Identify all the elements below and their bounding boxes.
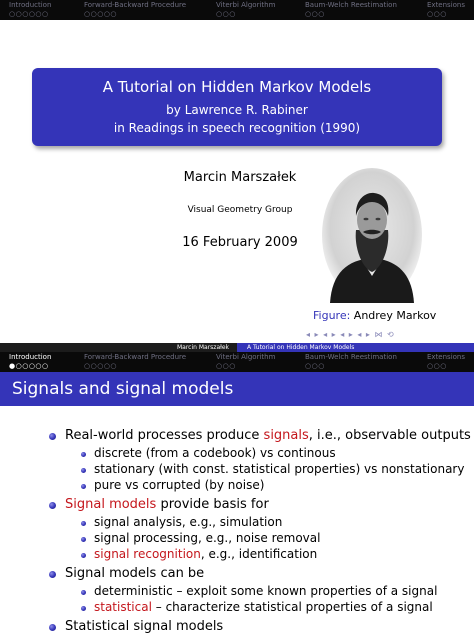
sub-bullet-marker xyxy=(81,484,86,489)
sub-bullet-marker xyxy=(81,468,86,473)
bullet-marker xyxy=(49,624,56,631)
nav-dots-viterbi[interactable]: ○○○ xyxy=(216,10,236,18)
nav-dots-introduction[interactable]: ●○○○○○ xyxy=(9,362,49,370)
bullet-item: Signal models provide basis for xyxy=(65,497,269,512)
institute-name: Visual Geometry Group xyxy=(187,205,293,215)
figure-text: Andrey Markov xyxy=(353,309,437,322)
nav-dots-baum-welch[interactable]: ○○○ xyxy=(305,10,325,18)
nav-link-forward-backward[interactable]: Forward-Backward Procedure xyxy=(84,353,187,361)
nav-link-viterbi[interactable]: Viterbi Algorithm xyxy=(216,1,276,9)
sub-bullet-item: statistical – characterize statistical properties of a signal xyxy=(94,600,433,614)
sub-bullet-marker xyxy=(81,553,86,558)
sub-bullet-item: signal processing, e.g., noise removal xyxy=(94,531,321,545)
sub-bullet-item: signal analysis, e.g., simulation xyxy=(94,515,283,529)
nav-bar-top xyxy=(0,0,474,20)
footer-title: A Tutorial on Hidden Markov Models xyxy=(237,343,474,352)
author-name: Marcin Marszałek xyxy=(183,170,297,185)
presentation-byline: by Lawrence R. Rabiner xyxy=(166,103,308,117)
nav-link-forward-backward[interactable]: Forward-Backward Procedure xyxy=(84,1,187,9)
nav-link-baum-welch[interactable]: Baum-Welch Reestimation xyxy=(305,353,397,361)
sub-bullet-item: deterministic – exploit some known properties of a signal xyxy=(94,584,438,598)
bullet-marker xyxy=(49,571,56,578)
nav-dots-introduction[interactable]: ○○○○○○ xyxy=(9,10,49,18)
nav-bar-slide2 xyxy=(0,352,474,372)
bullet-marker xyxy=(49,502,56,509)
title-block xyxy=(32,68,442,146)
sub-bullet-marker xyxy=(81,590,86,595)
bullet-item: Statistical signal models xyxy=(65,619,224,634)
bullet-item: Real-world processes produce signals, i.e., observable outputs xyxy=(65,428,471,443)
presentation-publication: in Readings in speech recognition (1990) xyxy=(113,121,361,135)
figure-label: Figure: xyxy=(313,309,351,322)
nav-link-baum-welch[interactable]: Baum-Welch Reestimation xyxy=(305,1,397,9)
presentation-date: 16 February 2009 xyxy=(182,235,298,250)
frame-title-bar xyxy=(0,372,474,406)
frame-title: Signals and signal models xyxy=(12,379,234,399)
nav-dots-forward-backward[interactable]: ○○○○○ xyxy=(84,10,118,18)
nav-dots-forward-backward[interactable]: ○○○○○ xyxy=(84,362,118,370)
sub-bullet-item: signal recognition, e.g., identification xyxy=(94,547,318,561)
sub-bullet-marker xyxy=(81,452,86,457)
figure-caption xyxy=(313,309,436,322)
sub-bullet-item: pure vs corrupted (by noise) xyxy=(94,478,265,492)
nav-link-introduction[interactable]: Introduction xyxy=(9,353,52,361)
portrait-image xyxy=(322,168,422,303)
slide-footer xyxy=(0,343,474,352)
bullet-marker xyxy=(49,433,56,440)
nav-dots-baum-welch[interactable]: ○○○ xyxy=(305,362,325,370)
sub-bullet-item: discrete (from a codebook) vs continous xyxy=(94,446,336,460)
nav-link-extensions[interactable]: Extensions xyxy=(427,1,466,9)
nav-link-viterbi[interactable]: Viterbi Algorithm xyxy=(216,353,276,361)
nav-link-introduction[interactable]: Introduction xyxy=(9,1,52,9)
beamer-navigation-controls[interactable]: ◂ ▸ ◂ ▸ ◂ ▸ ◂ ▸ ⋈ ⟲ xyxy=(306,330,395,339)
presentation-title: A Tutorial on Hidden Markov Models xyxy=(102,78,372,96)
nav-dots-extensions[interactable]: ○○○ xyxy=(427,10,447,18)
sub-bullet-item: stationary (with const. statistical properties) vs nonstationary xyxy=(94,462,465,476)
bullet-item: Signal models can be xyxy=(65,566,205,581)
footer-author: Marcin Marszałek xyxy=(0,343,237,352)
sub-bullet-marker xyxy=(81,521,86,526)
nav-dots-extensions[interactable]: ○○○ xyxy=(427,362,447,370)
nav-dots-viterbi[interactable]: ○○○ xyxy=(216,362,236,370)
nav-link-extensions[interactable]: Extensions xyxy=(427,353,466,361)
sub-bullet-marker xyxy=(81,606,86,611)
sub-bullet-marker xyxy=(81,537,86,542)
